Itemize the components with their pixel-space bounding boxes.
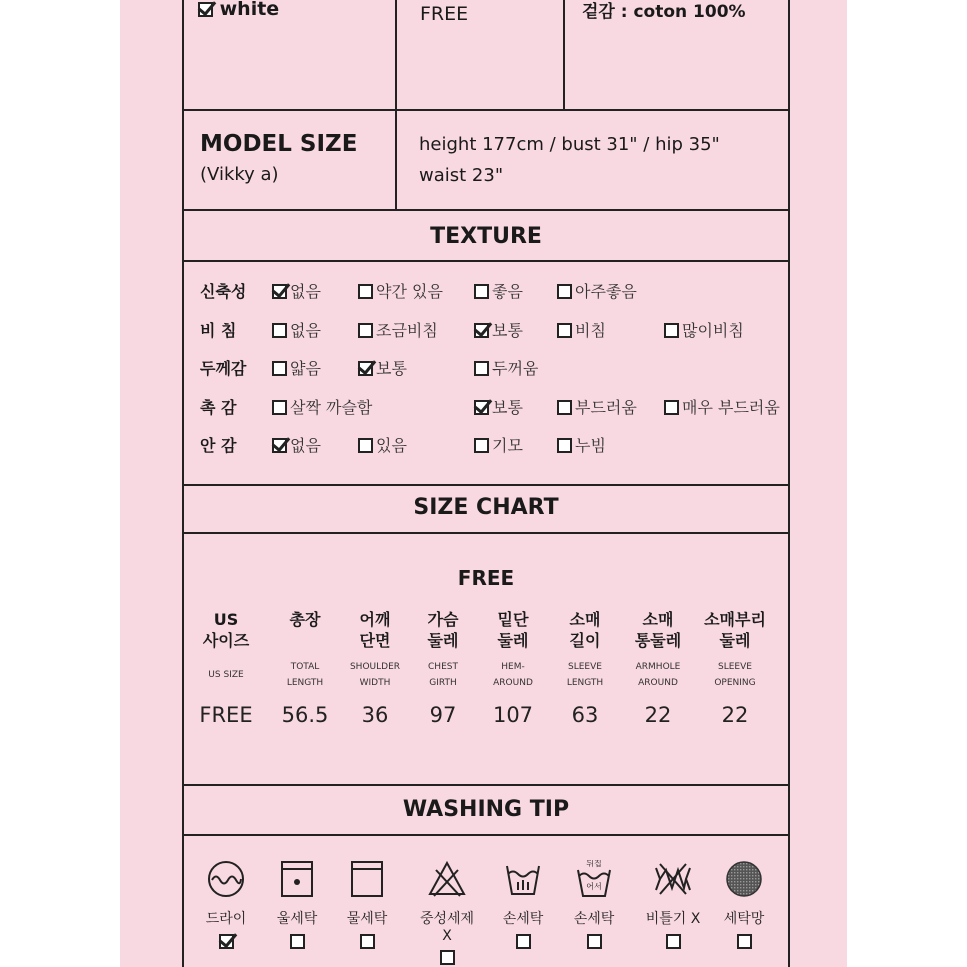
column-header-ko: 소매부리 둘레 xyxy=(704,610,766,650)
texture-checkbox xyxy=(474,323,489,338)
texture-option xyxy=(664,395,780,418)
texture-option xyxy=(474,318,523,341)
divider xyxy=(184,834,788,836)
hand-wash-cold-icon xyxy=(575,860,613,898)
texture-option-label: 없음 xyxy=(290,436,321,455)
column-header-ko: 소매 통둘레 xyxy=(634,610,682,650)
column-header-ko: 소매 길이 xyxy=(569,610,601,650)
texture-option xyxy=(664,318,744,341)
texture-option xyxy=(557,433,606,456)
texture-row-label: 안 감 xyxy=(200,436,237,455)
size-value-cell: 22 xyxy=(644,703,672,727)
size-column xyxy=(187,609,265,727)
texture-option-label: 없음 xyxy=(290,321,321,340)
texture-title: TEXTURE xyxy=(430,224,542,249)
divider xyxy=(184,260,788,262)
size-column xyxy=(474,609,552,727)
texture-checkbox xyxy=(358,284,373,299)
texture-checkbox xyxy=(557,284,572,299)
texture-row-label: 신축성 xyxy=(200,282,247,301)
column-header-ko: 총장 xyxy=(289,610,321,629)
divider xyxy=(395,110,397,210)
column-header-en: TOTAL LENGTH xyxy=(286,662,324,688)
texture-option-label: 약간 있음 xyxy=(376,282,443,301)
washing-checkbox xyxy=(219,934,234,949)
column-header-en: SHOULDER WIDTH xyxy=(349,662,401,688)
column-header-en: CHEST GIRTH xyxy=(428,662,458,688)
size-value-cell: FREE xyxy=(199,703,253,727)
texture-row-label: 비 침 xyxy=(200,321,237,340)
washing-tip-title: WASHING TIP xyxy=(402,797,570,822)
laundry-net-icon xyxy=(725,860,763,898)
washing-checkbox xyxy=(516,934,531,949)
texture-option xyxy=(358,318,438,341)
texture-checkbox xyxy=(358,361,373,376)
product-info-sheet xyxy=(182,0,790,967)
divider xyxy=(184,532,788,534)
column-header-ko: US 사이즈 xyxy=(202,610,250,650)
divider xyxy=(184,484,788,486)
column-header-en: HEM- AROUND xyxy=(493,662,533,688)
size-column xyxy=(266,609,344,727)
divider xyxy=(184,209,788,211)
texture-option-label: 비침 xyxy=(575,321,606,340)
texture-option xyxy=(474,279,523,302)
size-column xyxy=(336,609,414,727)
texture-checkbox xyxy=(272,400,287,415)
no-wring-icon xyxy=(654,860,692,898)
texture-row-label: 두께감 xyxy=(200,359,247,378)
washing-label: 세탁망 xyxy=(723,911,765,927)
size-name: FREE xyxy=(457,566,515,590)
washing-item xyxy=(710,860,778,951)
texture-checkbox xyxy=(272,361,287,376)
texture-option-label: 보통 xyxy=(376,359,407,378)
model-size-title: MODEL SIZE xyxy=(200,131,358,157)
texture-checkbox xyxy=(358,438,373,453)
texture-checkbox xyxy=(474,400,489,415)
washing-item xyxy=(333,860,401,951)
column-header-ko: 밑단 둘레 xyxy=(497,610,529,650)
texture-checkbox xyxy=(664,323,679,338)
washing-item xyxy=(560,860,628,951)
texture-option-label: 좋음 xyxy=(492,282,523,301)
texture-option xyxy=(272,395,372,418)
texture-checkbox xyxy=(557,323,572,338)
column-header-en: SLEEVE LENGTH xyxy=(566,662,604,688)
dry-clean-icon xyxy=(207,860,245,898)
texture-option xyxy=(272,356,321,379)
material-text: 겉감 : coton 100% xyxy=(582,2,746,22)
texture-checkbox xyxy=(358,323,373,338)
model-measurements: height 177cm / bust 31" / hip 35" xyxy=(419,134,720,155)
texture-option xyxy=(272,318,321,341)
icon-caption: 어서 xyxy=(586,882,602,891)
size-chart-title: SIZE CHART xyxy=(413,495,559,520)
washing-label: 드라이 xyxy=(205,911,247,927)
texture-checkbox xyxy=(272,438,287,453)
washer-plain-icon xyxy=(348,860,386,898)
divider xyxy=(184,784,788,786)
divider xyxy=(184,109,788,111)
column-header-en: US SIZE xyxy=(208,670,244,680)
washing-label: 중성세제 X xyxy=(419,911,475,944)
size-value: FREE xyxy=(420,3,469,25)
size-column xyxy=(619,609,697,727)
washing-label: 물세탁 xyxy=(346,911,388,927)
texture-option-label: 살짝 까슬함 xyxy=(290,398,373,417)
size-value-cell: 22 xyxy=(721,703,749,727)
texture-option xyxy=(358,356,407,379)
texture-option-label: 많이비침 xyxy=(682,321,744,340)
texture-option-label: 부드러움 xyxy=(575,398,637,417)
texture-option xyxy=(557,395,637,418)
texture-option-label: 아주좋음 xyxy=(575,282,637,301)
washing-label: 비틀기 X xyxy=(645,911,701,927)
texture-option xyxy=(474,395,523,418)
washing-item xyxy=(413,860,481,967)
texture-option-label: 보통 xyxy=(492,321,523,340)
color-checkbox xyxy=(198,2,213,17)
washing-item xyxy=(192,860,260,951)
size-value-cell: 63 xyxy=(571,703,599,727)
color-option xyxy=(198,0,279,20)
texture-checkbox xyxy=(557,400,572,415)
texture-option-label: 있음 xyxy=(376,436,407,455)
size-value-cell: 56.5 xyxy=(281,703,329,727)
divider xyxy=(395,0,397,110)
texture-option xyxy=(557,279,637,302)
no-bleach-icon xyxy=(428,860,466,898)
washing-label: 울세탁 xyxy=(276,911,318,927)
texture-checkbox xyxy=(557,438,572,453)
texture-option-label: 기모 xyxy=(492,436,523,455)
model-waist: waist 23" xyxy=(419,165,504,186)
size-column xyxy=(546,609,624,727)
size-value-cell: 97 xyxy=(429,703,457,727)
color-label: white xyxy=(219,0,280,20)
texture-row-label: 촉 감 xyxy=(200,398,237,417)
texture-checkbox xyxy=(474,438,489,453)
washing-checkbox xyxy=(587,934,602,949)
texture-option xyxy=(474,433,523,456)
texture-option xyxy=(474,356,538,379)
texture-option xyxy=(557,318,606,341)
washing-checkbox xyxy=(440,950,455,965)
texture-option xyxy=(358,433,407,456)
texture-option-label: 없음 xyxy=(290,282,321,301)
column-header-ko: 가슴 둘레 xyxy=(427,610,459,650)
column-header-ko: 어깨 단면 xyxy=(359,610,391,650)
washing-label: 손세탁 xyxy=(573,911,615,927)
hand-wash-icon xyxy=(504,860,542,898)
texture-option-label: 보통 xyxy=(492,398,523,417)
column-header-en: SLEEVE OPENING xyxy=(714,662,756,688)
texture-option xyxy=(272,433,321,456)
size-value-cell: 36 xyxy=(361,703,389,727)
texture-option xyxy=(272,279,321,302)
washing-checkbox xyxy=(737,934,752,949)
divider xyxy=(563,0,565,110)
washing-label: 손세탁 xyxy=(502,911,544,927)
texture-option-label: 두꺼움 xyxy=(492,359,539,378)
washing-checkbox xyxy=(290,934,305,949)
washer-icon xyxy=(278,860,316,898)
texture-option xyxy=(358,279,443,302)
washing-checkbox xyxy=(360,934,375,949)
size-column xyxy=(404,609,482,727)
model-name: (Vikky a) xyxy=(200,164,279,185)
texture-checkbox xyxy=(474,284,489,299)
size-value-cell: 107 xyxy=(492,703,534,727)
size-column xyxy=(696,609,774,727)
texture-checkbox xyxy=(272,323,287,338)
texture-option-label: 얇음 xyxy=(290,359,321,378)
icon-caption: 뒤집 xyxy=(586,860,602,868)
texture-option-label: 매우 부드러움 xyxy=(682,398,780,417)
washing-item xyxy=(639,860,707,951)
washing-item xyxy=(489,860,557,951)
texture-checkbox xyxy=(474,361,489,376)
washing-checkbox xyxy=(666,934,681,949)
texture-checkbox xyxy=(664,400,679,415)
texture-checkbox xyxy=(272,284,287,299)
texture-option-label: 누빔 xyxy=(575,436,606,455)
washing-item xyxy=(263,860,331,951)
texture-option-label: 조금비침 xyxy=(376,321,438,340)
column-header-en: ARMHOLE AROUND xyxy=(635,662,681,688)
